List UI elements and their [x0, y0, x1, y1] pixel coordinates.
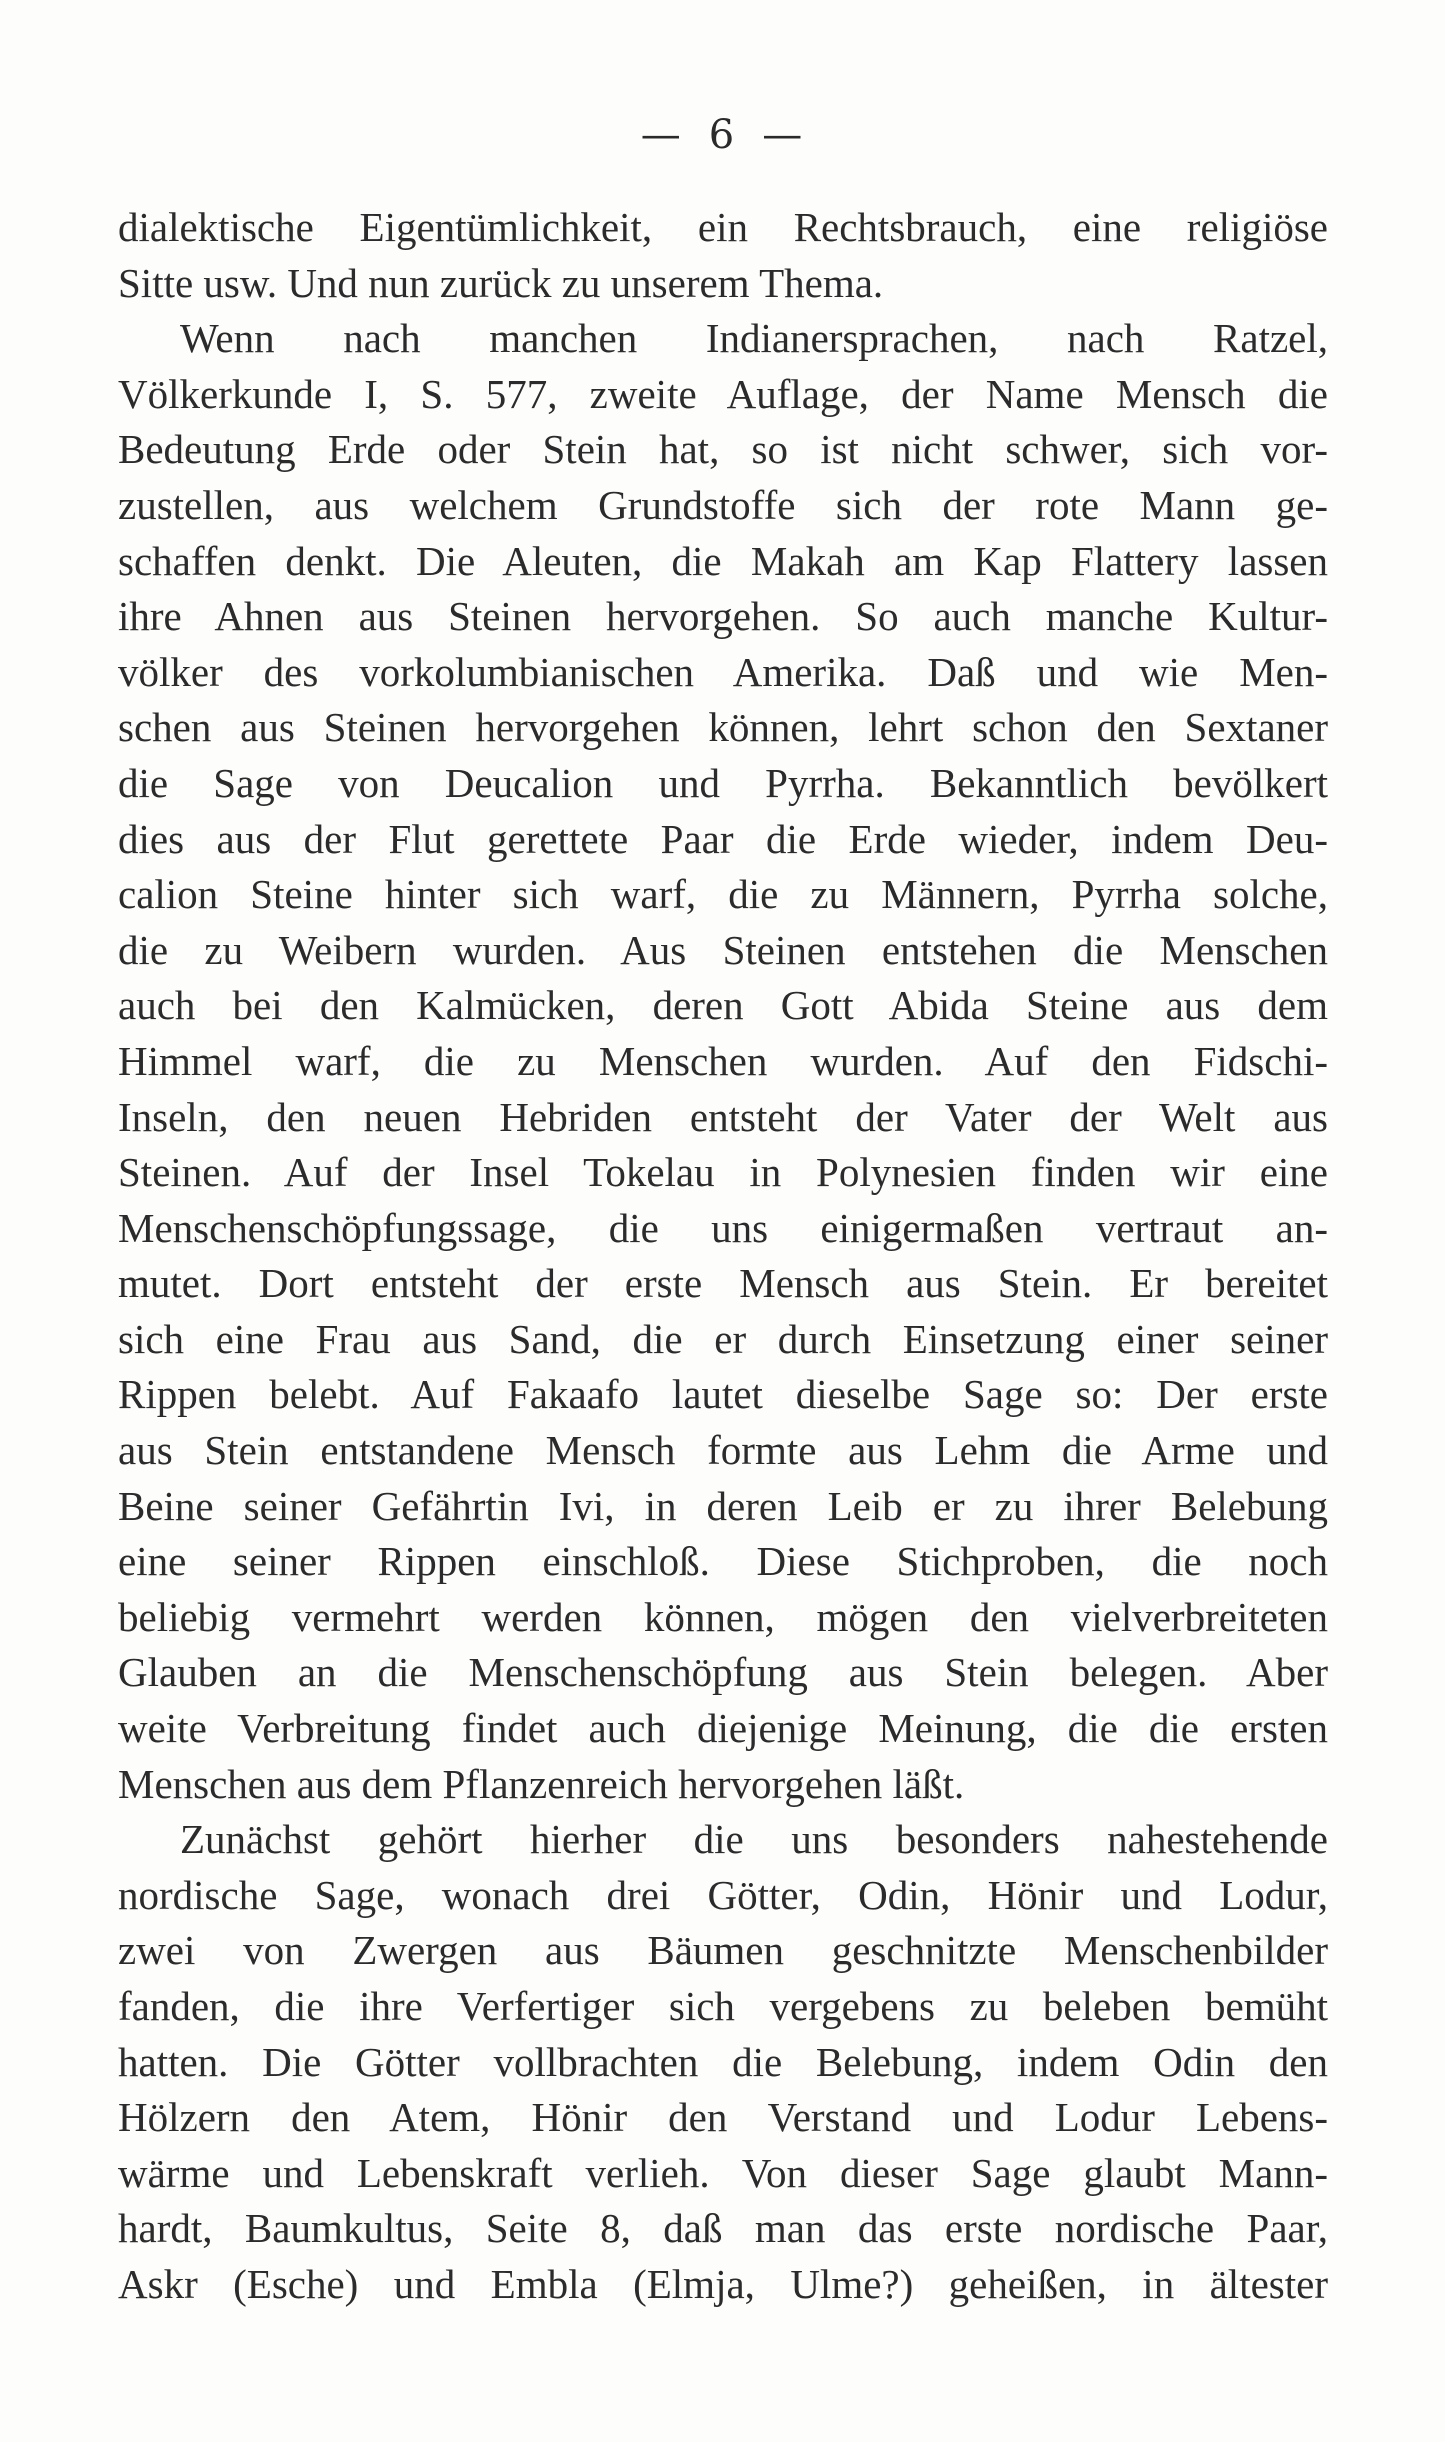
- text-line: sich eine Frau aus Sand, die er durch Einsetzung einer seiner: [118, 1315, 1328, 1362]
- text-line: Völkerkunde I, S. 577, zweite Auflage, der Name Mensch die: [118, 370, 1328, 417]
- text-line: Steinen. Auf der Insel Tokelau in Polynesien finden wir eine: [118, 1149, 1328, 1196]
- text-line: dialektische Eigentümlichkeit, ein Rechtsbrauch, eine religiöse: [118, 204, 1328, 250]
- text-line: die Sage von Deucalion und Pyrrha. Bekanntlich bevölkert: [118, 759, 1328, 806]
- text-line: weite Verbreitung findet auch diejenige Meinung, die die ersten: [118, 1705, 1328, 1752]
- page-number: 6: [708, 112, 737, 158]
- text-line: Wenn nach manchen Indianersprachen, nach Ratzel,: [180, 315, 1328, 362]
- text-line: Zunächst gehört hierher die uns besonders nahestehende: [180, 1816, 1328, 1863]
- page-number-dash-left: —: [640, 112, 683, 158]
- text-line: calion Steine hinter sich warf, die zu Männern, Pyrrha solche,: [118, 871, 1328, 918]
- text-line: zwei von Zwergen aus Bäumen geschnitzte Menschenbilder: [118, 1927, 1328, 1974]
- text-line: fanden, die ihre Verfertiger sich vergebens zu beleben bemüht: [118, 1983, 1328, 2029]
- text-line: ihre Ahnen aus Steinen hervorgehen. So auch manche Kultur-: [118, 593, 1328, 640]
- text-line: zustellen, aus welchem Grundstoffe sich der rote Mann ge-: [118, 481, 1328, 528]
- text-line: eine seiner Rippen einschloß. Diese Stichproben, die noch: [118, 1538, 1328, 1585]
- text-line: wärme und Lebenskraft verlieh. Von dieser Sage glaubt Mann-: [118, 2149, 1328, 2196]
- text-line: Sitte usw. Und nun zurück zu unserem Thema.: [118, 259, 884, 306]
- body-text: [118, 200, 1328, 2313]
- text-line: völker des vorkolumbianischen Amerika. Daß und wie Men-: [118, 648, 1328, 695]
- text-line: beliebig vermehrt werden können, mögen den vielverbreiteten: [118, 1593, 1328, 1640]
- text-line: Menschen aus dem Pflanzenreich hervorgehen läßt.: [118, 1760, 965, 1807]
- page-number-dash-right: —: [762, 112, 805, 158]
- text-line: aus Stein entstandene Mensch formte aus Lehm die Arme und: [118, 1427, 1328, 1474]
- text-line: Bedeutung Erde oder Stein hat, so ist nicht schwer, sich vor-: [118, 426, 1328, 473]
- text-line: die zu Weibern wurden. Aus Steinen entstehen die Menschen: [118, 926, 1328, 973]
- text-line: schen aus Steinen hervorgehen können, lehrt schon den Sextaner: [118, 704, 1328, 751]
- text-line: mutet. Dort entsteht der erste Mensch aus Stein. Er bereitet: [118, 1260, 1328, 1307]
- text-line: auch bei den Kalmücken, deren Gott Abida Steine aus dem: [118, 982, 1328, 1029]
- text-line: Askr (Esche) und Embla (Elmja, Ulme?) geheißen, in ältester: [118, 2260, 1328, 2307]
- page-number-header: [0, 112, 1445, 158]
- text-line: Glauben an die Menschenschöpfung aus Stein belegen. Aber: [118, 1649, 1328, 1696]
- text-line: hardt, Baumkultus, Seite 8, daß man das erste nordische Paar,: [118, 2205, 1328, 2252]
- text-line: Inseln, den neuen Hebriden entsteht der Vater der Welt aus: [118, 1093, 1328, 1140]
- text-line: Beine seiner Gefährtin Ivi, in deren Leib er zu ihrer Belebung: [118, 1482, 1328, 1529]
- text-line: nordische Sage, wonach drei Götter, Odin, Hönir und Lodur,: [118, 1871, 1328, 1918]
- text-line: dies aus der Flut gerettete Paar die Erde wieder, indem Deu-: [118, 815, 1328, 862]
- text-line: Menschenschöpfungssage, die uns einigermaßen vertraut an-: [118, 1204, 1328, 1251]
- text-line: hatten. Die Götter vollbrachten die Belebung, indem Odin den: [118, 2038, 1328, 2085]
- text-line: schaffen denkt. Die Aleuten, die Makah am Kap Flattery lassen: [118, 537, 1328, 584]
- text-line: Himmel warf, die zu Menschen wurden. Auf den Fidschi-: [118, 1037, 1328, 1084]
- text-line: Hölzern den Atem, Hönir den Verstand und Lodur Lebens-: [118, 2094, 1328, 2141]
- text-line: Rippen belebt. Auf Fakaafo lautet dieselbe Sage so: Der erste: [118, 1371, 1328, 1418]
